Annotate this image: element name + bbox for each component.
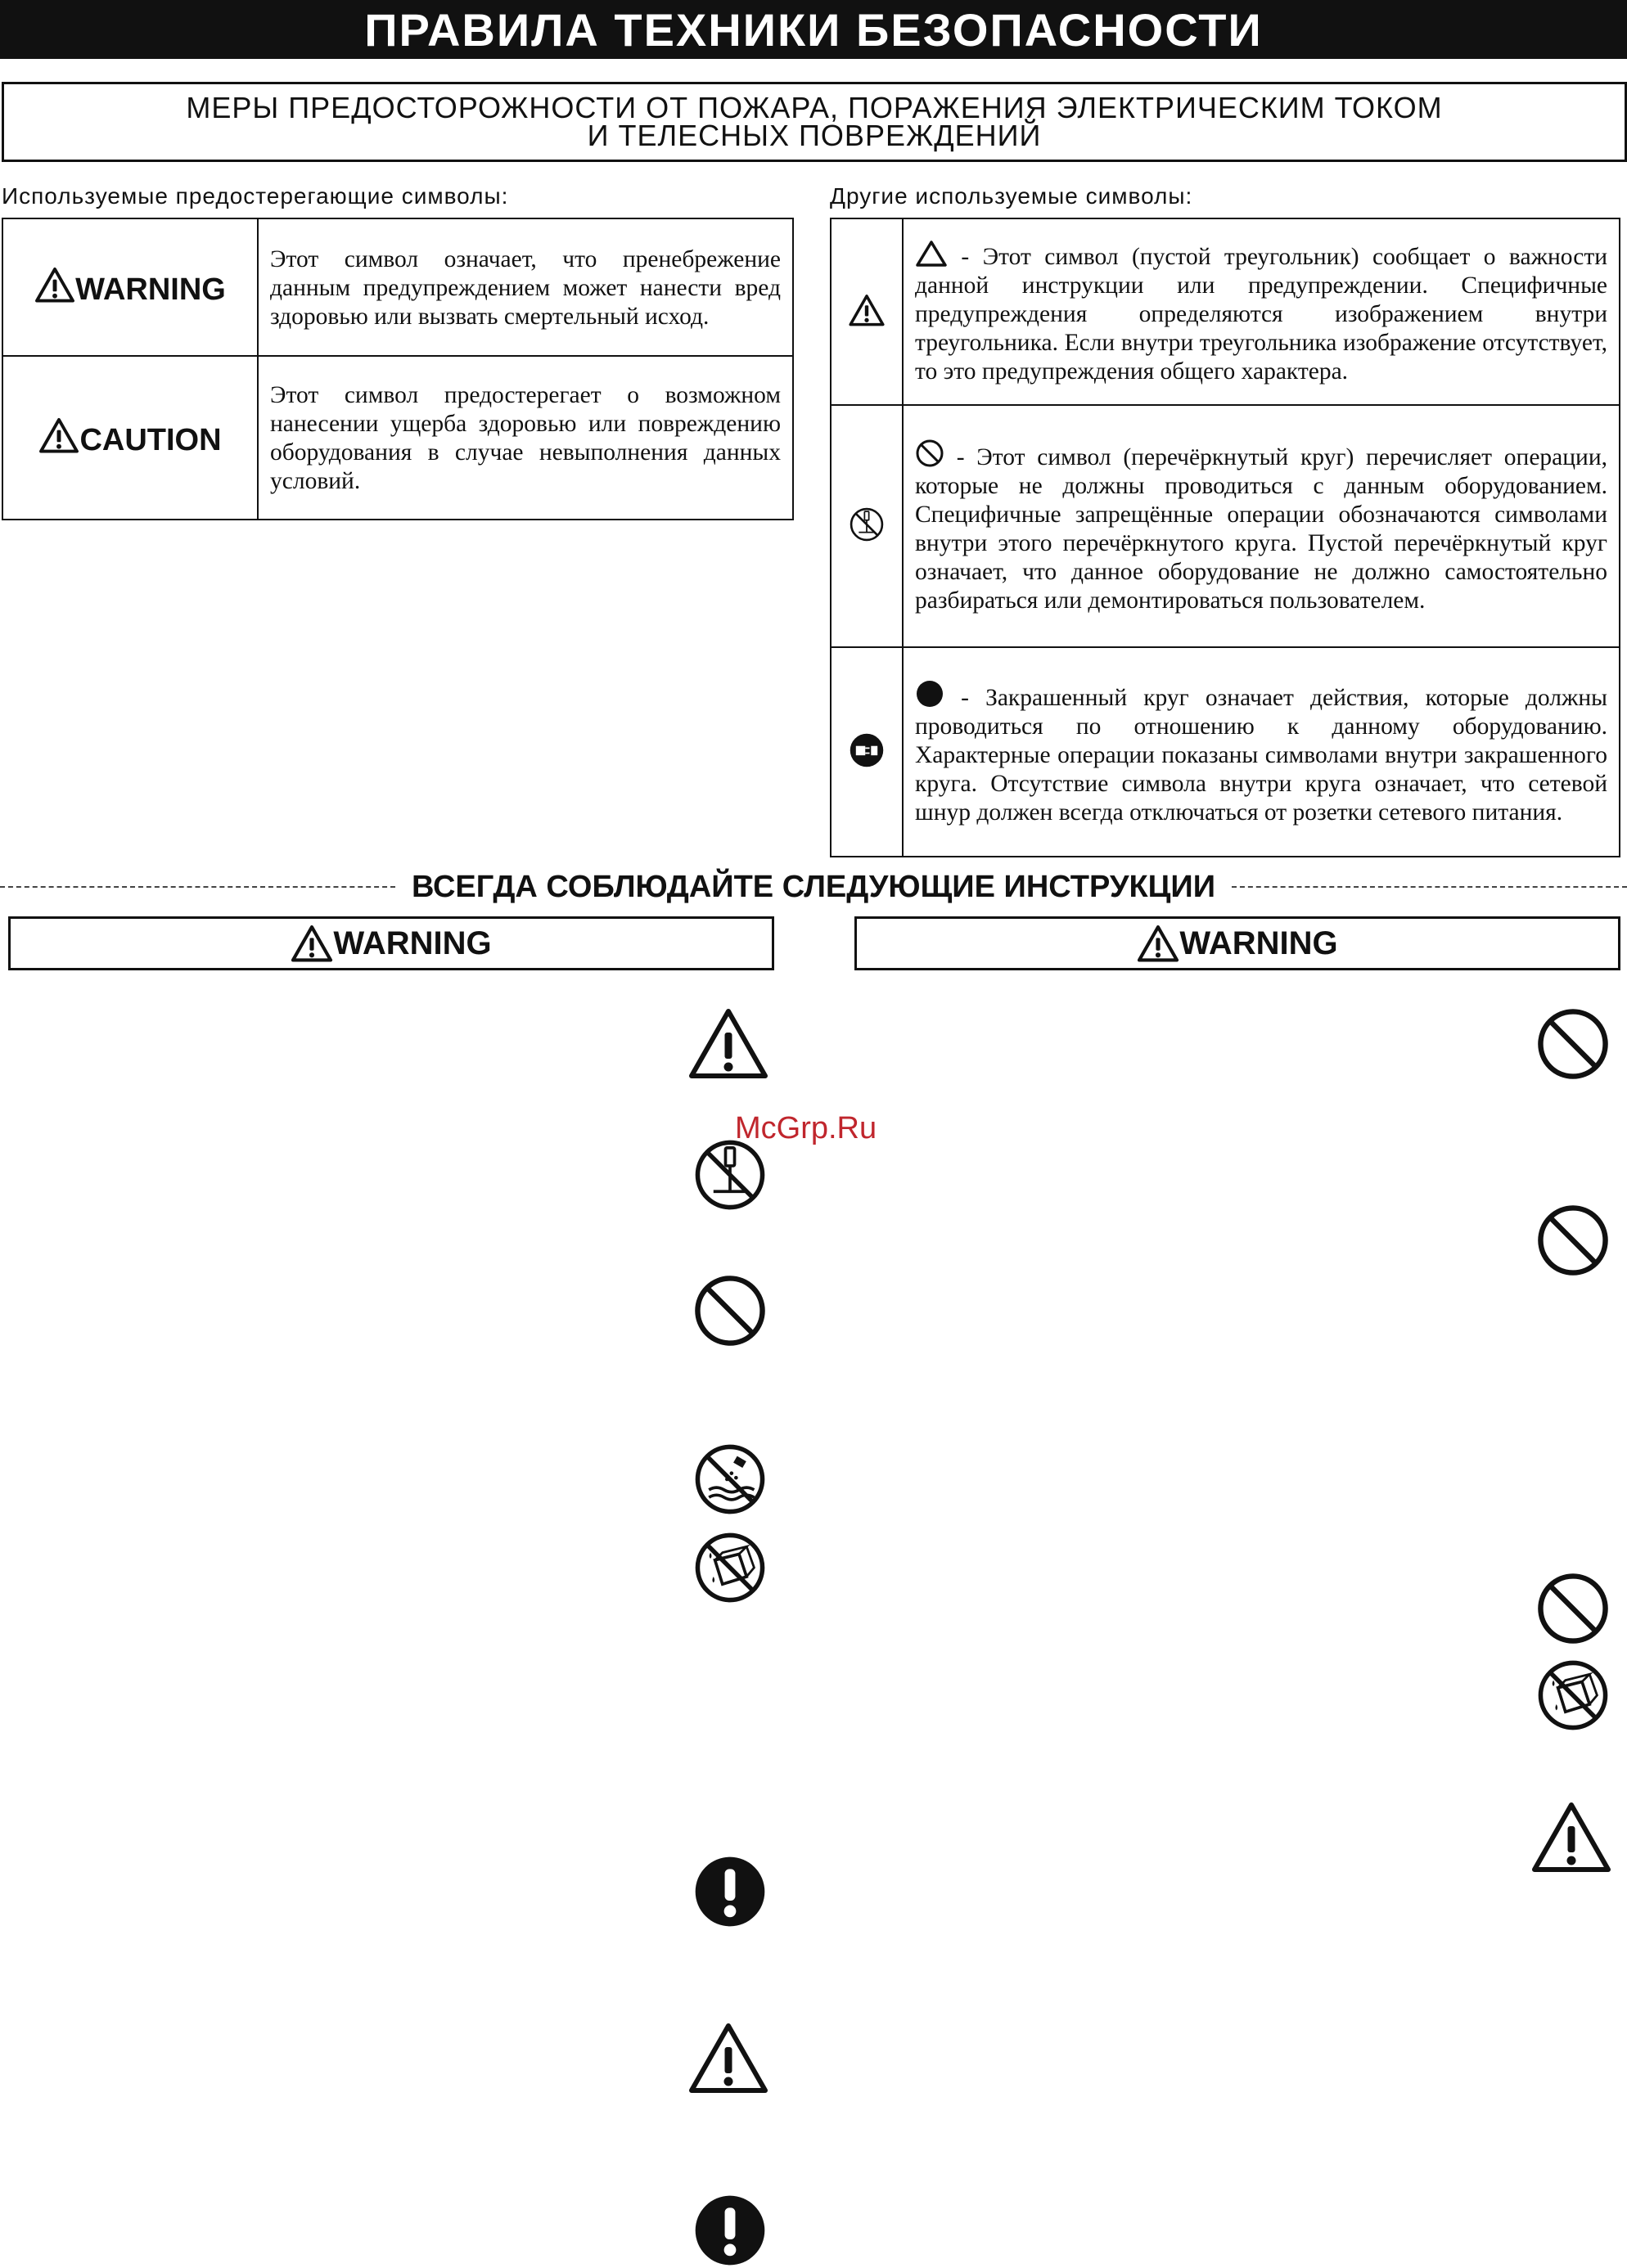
filled-circle-icon-cell — [831, 647, 903, 857]
right-warning-label: WARNING — [1179, 925, 1338, 961]
warning-label: WARNING — [75, 272, 226, 307]
caution-label: CAUTION — [79, 423, 222, 457]
caution-triangle-icon — [1530, 1800, 1612, 1874]
prohibition-icon — [1535, 1006, 1611, 1082]
prohibition-icon — [692, 1273, 768, 1348]
warning-triangle-icon — [291, 925, 333, 962]
caution-triangle-icon — [687, 1006, 769, 1080]
caution-triangle-icon — [38, 417, 79, 453]
no-moisture-icon — [1535, 1658, 1611, 1733]
warning-description: Этот символ означает, что пренебрежение данным предупреждением может нанести вред здоровью или вызвать смертельный исход. — [258, 218, 793, 356]
warning-symbols-table — [2, 218, 794, 520]
prohibition-icon-cell — [831, 405, 903, 647]
subtitle-line-1: МЕРЫ ПРЕДОСТОРОЖНОСТИ ОТ ПОЖАРА, ПОРАЖЕНИЯ ЭЛЕКТРИЧЕСКИМ ТОКОМ — [186, 91, 1443, 124]
right-warning-header — [854, 916, 1620, 970]
triangle-icon-cell — [831, 218, 903, 405]
warning-triangle-icon — [34, 267, 75, 303]
prohibition-icon — [1535, 1571, 1611, 1646]
dashed-divider — [0, 886, 395, 888]
triangle-description — [903, 218, 1620, 405]
table-row — [831, 647, 1620, 857]
table-row — [831, 218, 1620, 405]
mandatory-action-icon — [692, 1854, 768, 1929]
mandatory-action-icon — [692, 2193, 768, 2268]
filled-circle-icon — [915, 679, 944, 709]
other-symbols-heading: Другие используемые символы: — [830, 183, 1193, 209]
warning-label-cell — [2, 218, 258, 356]
warning-triangle-icon — [1137, 925, 1179, 962]
no-moisture-icon — [692, 1530, 768, 1605]
filled-circle-text: - Закрашенный круг означает действия, которые должны проводиться по отношению к данному оборудованию. Характерные операции показаны символами внутри закрашенного круга. Отсутствие символа внутри круга означает, что сетевой шнур должен всегда отключаться от розетки сетевого питания. — [915, 684, 1607, 826]
left-warning-header — [8, 916, 774, 970]
prohibition-icon — [1535, 1203, 1611, 1278]
caution-label-cell — [2, 356, 258, 520]
table-row — [2, 218, 793, 356]
subtitle-box — [2, 82, 1627, 162]
empty-triangle-icon — [915, 240, 948, 268]
warning-symbols-heading: Используемые предостерегающие символы: — [2, 183, 509, 209]
page-title: ПРАВИЛА ТЕХНИКИ БЕЗОПАСНОСТИ — [0, 0, 1627, 59]
caution-description: Этот символ предостерегает о возможном нанесении ущерба здоровью или повреждению оборудования в случае невыполнения данных условий. — [258, 356, 793, 520]
no-water-icon — [692, 1442, 768, 1517]
caution-triangle-icon — [687, 2021, 769, 2095]
prohibition-icon — [849, 506, 885, 542]
triangle-icon — [849, 294, 885, 326]
unplug-icon — [849, 732, 885, 768]
crossed-circle-icon — [915, 439, 944, 468]
prohibition-description — [903, 405, 1620, 647]
dashed-divider — [1232, 886, 1627, 888]
other-symbols-table — [830, 218, 1620, 857]
instructions-separator — [0, 871, 1627, 903]
filled-circle-description — [903, 647, 1620, 857]
left-warning-label: WARNING — [333, 925, 492, 961]
instructions-heading: ВСЕГДА СОБЛЮДАЙТЕ СЛЕДУЮЩИЕ ИНСТРУКЦИИ — [411, 869, 1216, 904]
watermark: McGrp.Ru — [735, 1111, 877, 1145]
triangle-text: - Этот символ (пустой треугольник) сообщает о важности данной инструкции или предупреждении. Специфичные предупреждения определяются изображением внутри треугольника. Если внутри треугольника изображение отсутствует, то это предупреждения общего характера. — [915, 243, 1607, 385]
table-row — [2, 356, 793, 520]
no-disassembly-icon — [692, 1137, 768, 1213]
table-row — [831, 405, 1620, 647]
prohibition-text: - Этот символ (перечёркнутый круг) перечисляет операции, которые не должны проводиться с данным оборудованием. Специфичные запрещённые операции обозначаются символами внутри этого перечёркнутого круга. Пустой перечёркнутый круг означает, что данное оборудование не должно самостоятельно разбираться или демонтироваться пользователем. — [915, 444, 1607, 614]
subtitle-line-2: И ТЕЛЕСНЫХ ПОВРЕЖДЕНИЙ — [587, 119, 1042, 152]
